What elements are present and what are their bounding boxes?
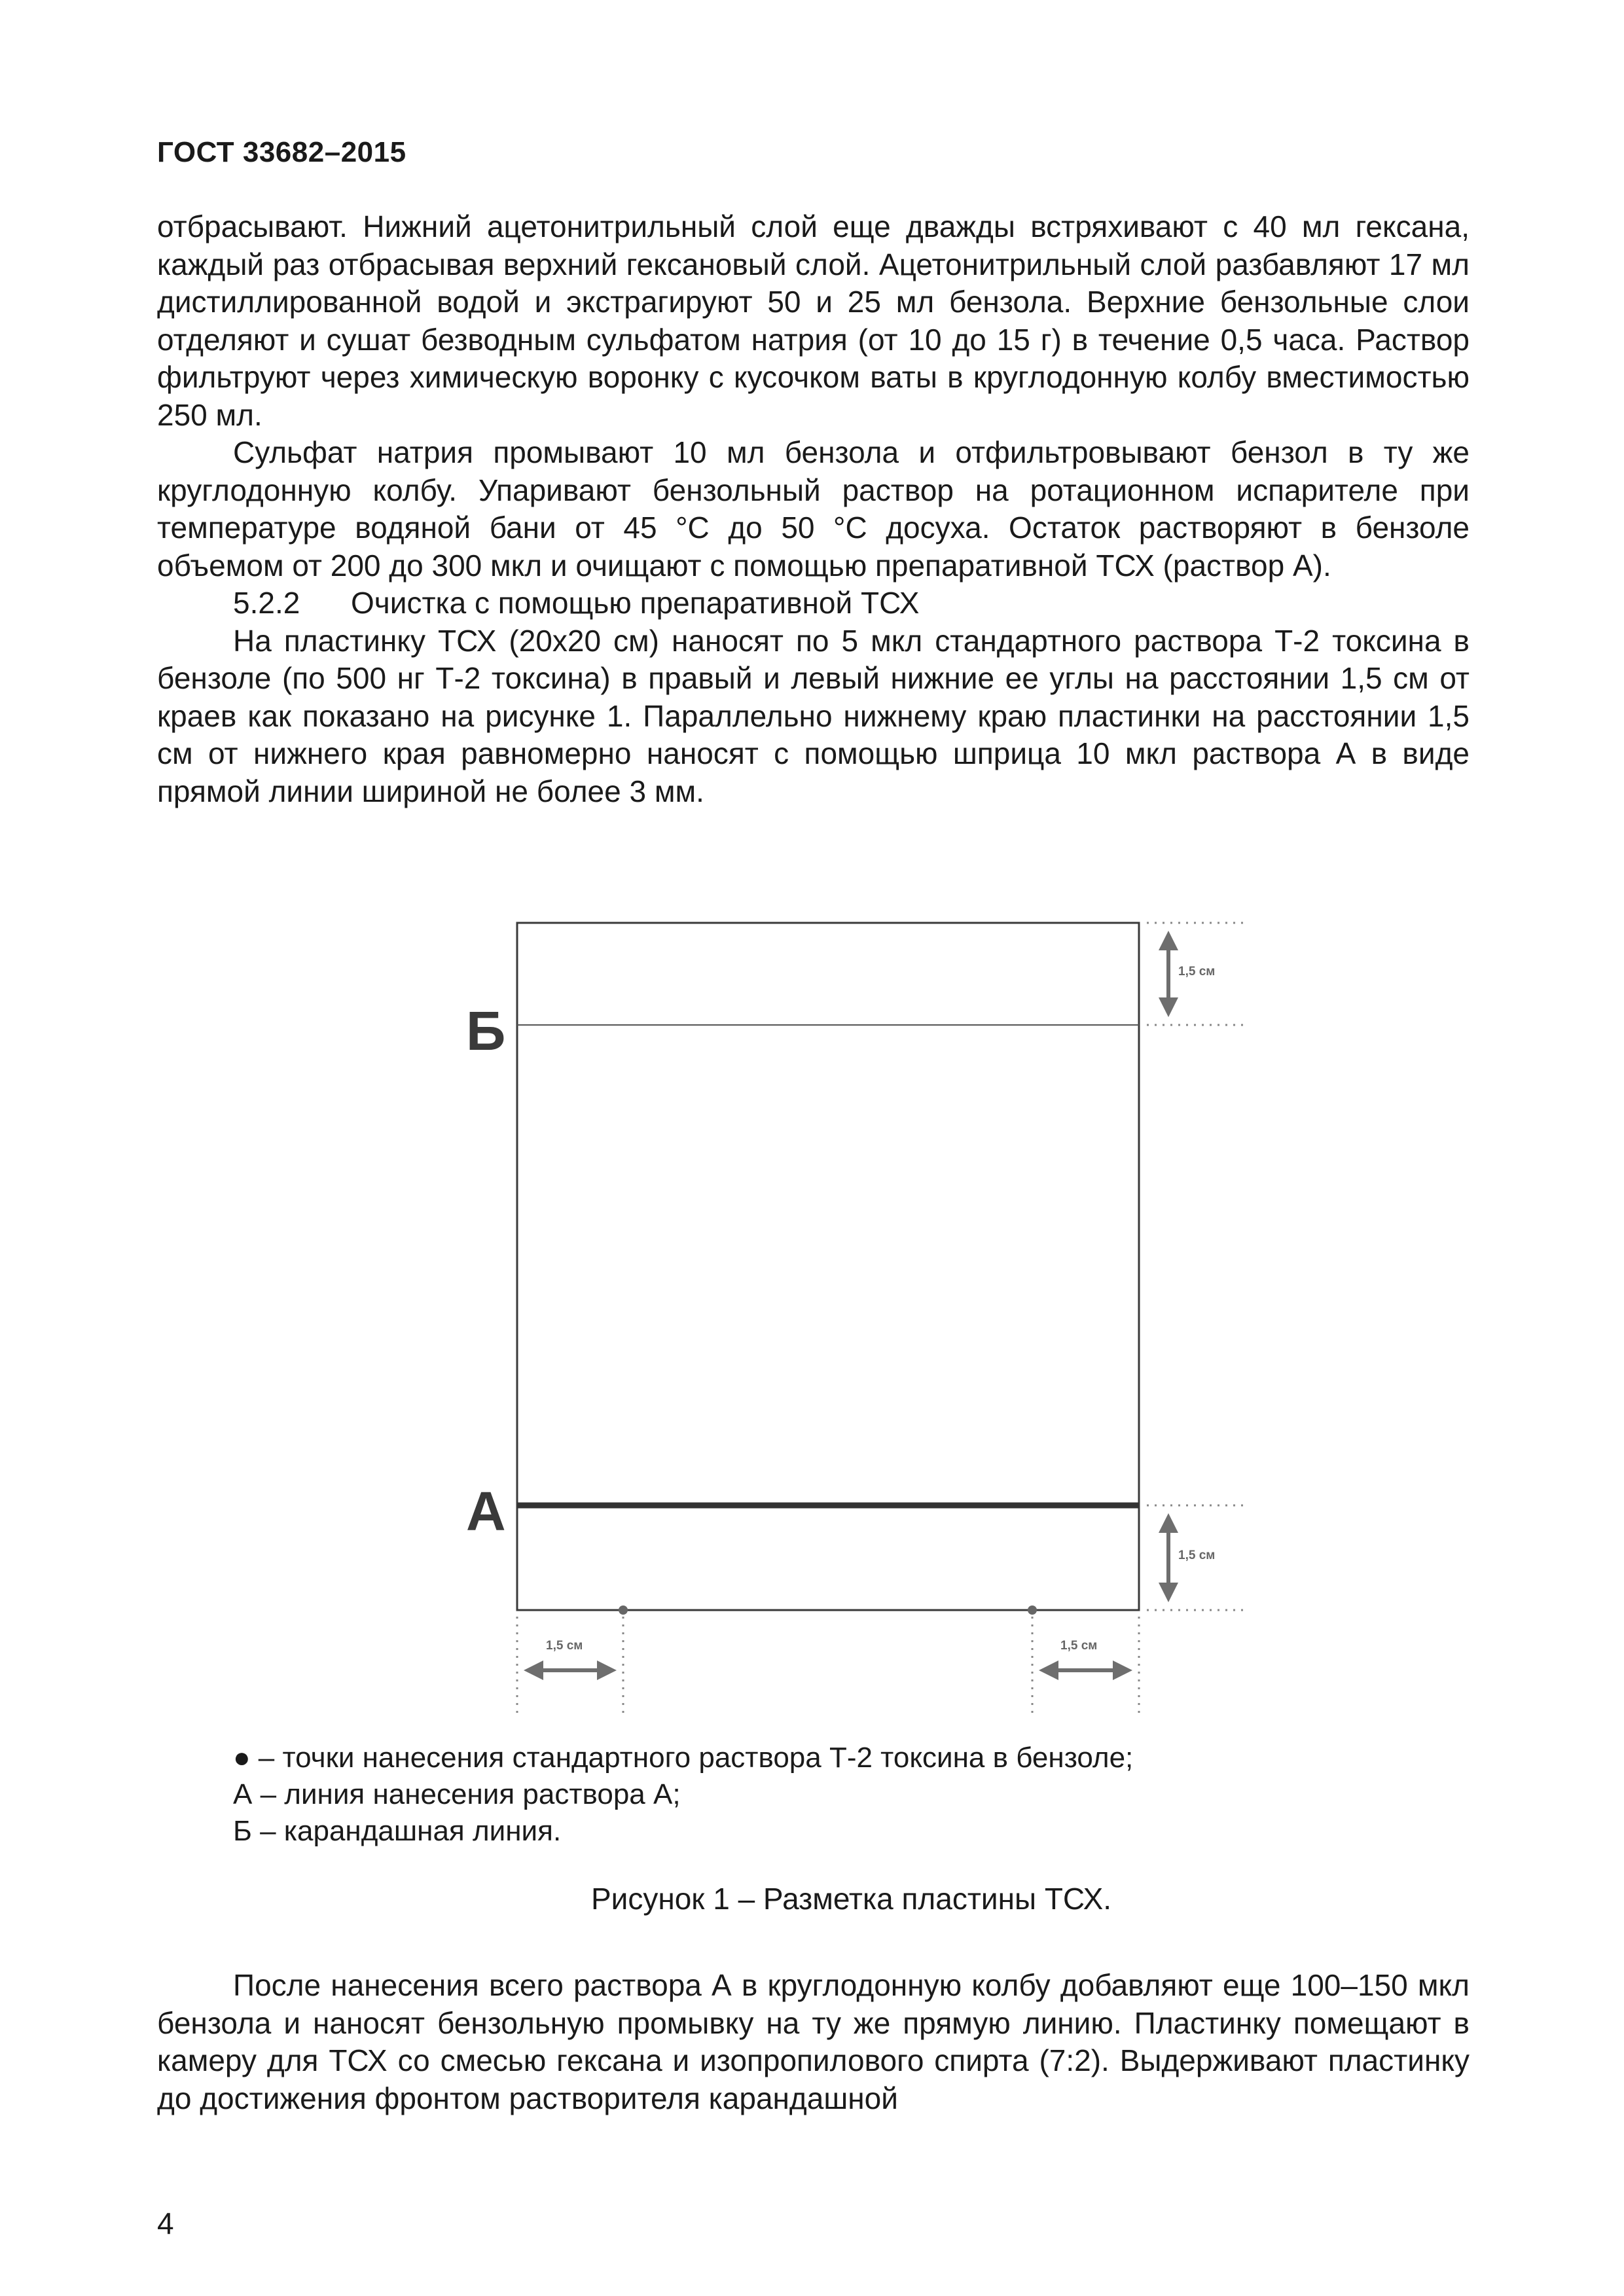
- body-text-top: [157, 208, 1470, 810]
- dimension-label-right-bottom: 1,5 см: [1178, 1549, 1216, 1562]
- subsection-heading: [157, 584, 1470, 622]
- label-b: Б: [466, 1000, 506, 1062]
- paragraph-1: отбрасывают. Нижний ацетонитрильный слой еще дважды встряхивают с 40 мл гексана, каждый раз отбрасывая верхний гексановый слой. Ацетонитрильный слой разбавляют 17 мл дистиллированной водой и экстрагируют 50 и 25 мл бензола. Верхние бензольные слои отделяют и сушат безводным сульфатом натрия (от 10 до 15 г) в течение 0,5 часа. Раствор фильтруют через химическую воронку с кусочком ваты в круглодонную колбу вместимостью 250 мл.: [157, 209, 1470, 432]
- dimension-label-bottom-right: 1,5 см: [1060, 1639, 1098, 1653]
- subsection-number: 5.2.2: [233, 586, 300, 620]
- legend-item-spots: ● – точки нанесения стандартного раствора Т-2 токсина в бензоле;: [233, 1742, 1134, 1774]
- plate-outline: [517, 923, 1139, 1610]
- body-text-bottom: [157, 1967, 1470, 2117]
- paragraph-2: Сульфат натрия промывают 10 мл бензола и отфильтровывают бензол в ту же круглодонную колбу. Упаривают бензольный раствор на ротационном испарителе при температуре водяной бани от 45 °С до 50 °С досуха. Остаток растворяют в бензоле объемом от 200 до 300 мкл и очищают с помощью препаративной ТСХ (раствор А).: [157, 435, 1470, 583]
- label-a: А: [466, 1480, 506, 1542]
- paragraph-4: После нанесения всего раствора А в круглодонную колбу добавляют еще 100–150 мкл бензола и наносят бензольную промывку на ту же прямую линию. Пластинку помещают в камеру для ТСХ со смесью гексана и изопропилового спирта (7:2). Выдерживают пластинку до достижения фронтом растворителя карандашной: [157, 1968, 1470, 2115]
- figure-caption: [0, 1881, 1624, 1916]
- standard-spot-right: [1028, 1605, 1037, 1615]
- document-header: ГОСТ 33682–2015: [157, 136, 406, 168]
- standard-spot-left: [619, 1605, 628, 1615]
- page-number: 4: [157, 2206, 174, 2240]
- legend-item-line-b: Б – карандашная линия.: [233, 1815, 562, 1847]
- figure-caption-text: Рисунок 1 – Разметка пластины ТСХ.: [590, 1882, 1112, 1916]
- paragraph-3: На пластинку ТСХ (20х20 см) наносят по 5 мкл стандартного раствора Т-2 токсина в бензоле (по 500 нг Т-2 токсина) в правый и левый нижние ее углы на расстоянии 1,5 см от краев как показано на рисунке 1. Параллельно нижнему краю пластинки на расстоянии 1,5 см от нижнего края равномерно наносят с помощью шприца 10 мкл раствора А в виде прямой линии шириной не более 3 мм.: [157, 623, 1470, 808]
- figure-legend: [233, 1740, 1133, 1850]
- legend-item-line-a: А – линия нанесения раствора А;: [233, 1778, 681, 1810]
- dimension-label-bottom-left: 1,5 см: [546, 1639, 583, 1653]
- subsection-title: Очистка с помощью препаративной ТСХ: [351, 586, 920, 620]
- dimension-label-top: 1,5 см: [1178, 965, 1216, 978]
